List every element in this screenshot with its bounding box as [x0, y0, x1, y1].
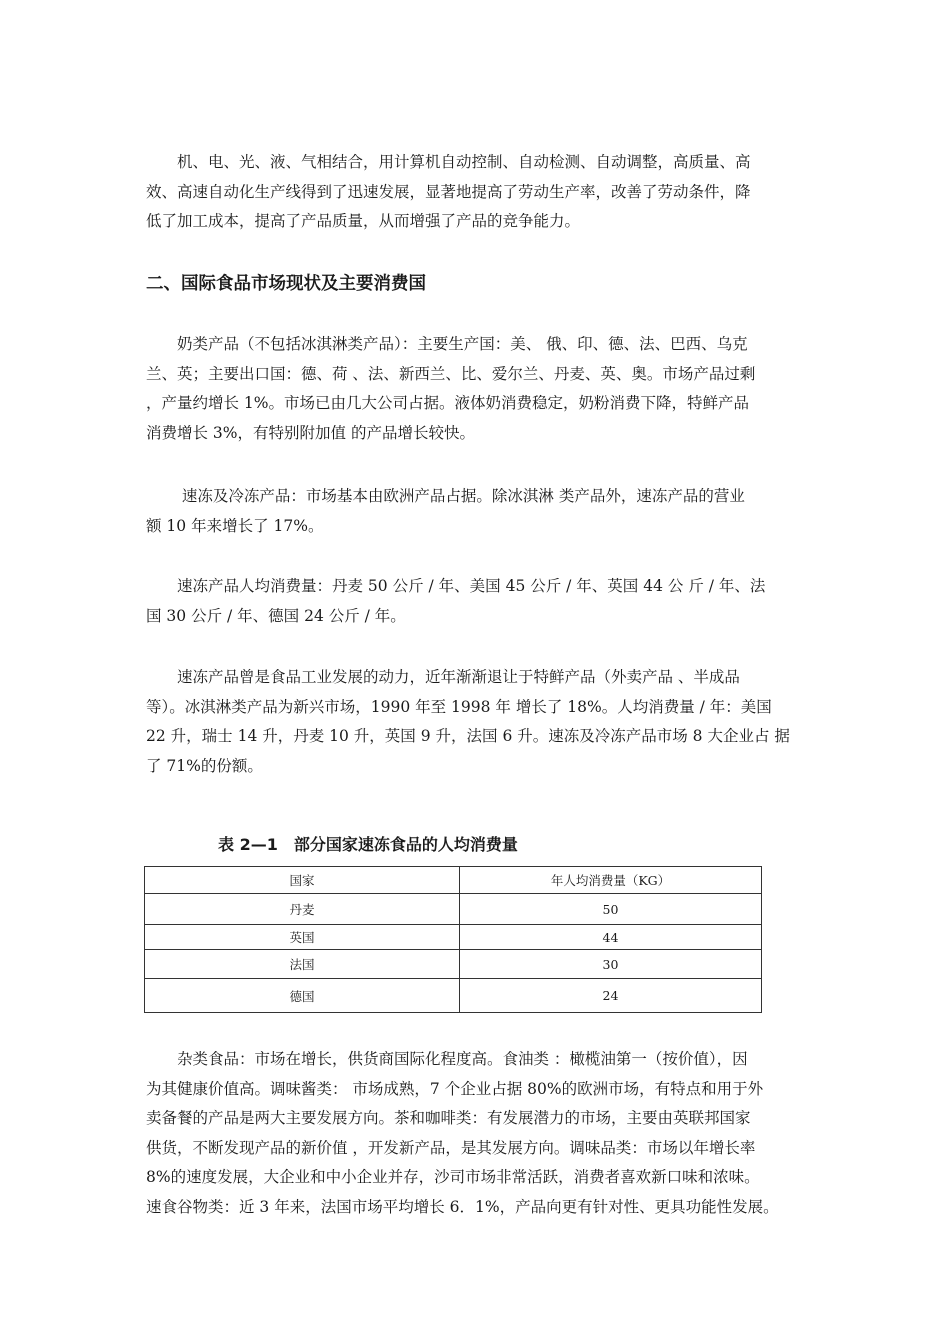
table-row [145, 950, 762, 979]
header-country: 国家 [145, 867, 460, 894]
text-line: 供货，不断发现产品的新价值 ，开发新产品，是其发展方向。调味品类：市场以年增长率 [146, 1138, 756, 1157]
text-line: 了 71%的份额。 [146, 756, 263, 775]
table-row [145, 894, 762, 925]
cell-country: 丹麦 [145, 894, 460, 925]
text-line: 速冻及冷冻产品：市场基本由欧洲产品占据。除冰淇淋 类产品外，速冻产品的营业 [146, 487, 745, 505]
paragraph-icecream [146, 663, 806, 781]
table-header-row [145, 867, 762, 894]
text-line: 奶类产品（不包括冰淇淋类产品）：主要生产国：美、 俄、印、德、法、巴西、乌克 [146, 335, 748, 353]
paragraph-frozen [146, 482, 806, 541]
paragraph-automation [146, 148, 806, 237]
table-row [145, 925, 762, 950]
paragraph-frozen-consumption [146, 572, 806, 631]
table-caption: 表 2—1 部分国家速冻食品的人均消费量 [218, 835, 518, 854]
cell-country: 德国 [145, 979, 460, 1013]
text-line: 为其健康价值高。调味酱类： 市场成熟，7 个企业占据 80%的欧洲市场，有特点和用于外 [146, 1079, 764, 1098]
cell-country: 法国 [145, 950, 460, 979]
text-line: 等）。冰淇淋类产品为新兴市场，1990 年至 1998 年 增长了 18%。人均消费量 / 年：美国 [146, 697, 772, 716]
text-line: 额 10 年来增长了 17%。 [146, 516, 324, 535]
paragraph-dairy [146, 330, 806, 448]
cell-value: 50 [460, 894, 762, 925]
text-line: 消费增长 3%，有特别附加值 的产品增长较快。 [146, 423, 475, 442]
text-line: 机、电、光、液、气相结合，用计算机自动控制、自动检测、自动调整，高质量、高 [146, 153, 751, 171]
text-line: 速冻产品人均消费量：丹麦 50 公斤 / 年、美国 45 公斤 / 年、英国 44 公 斤 / 年、法 [146, 577, 766, 595]
text-line: ，产量约增长 1%。市场已由几大公司占据。液体奶消费稳定，奶粉消费下降，特鲜产品 [146, 394, 750, 412]
consumption-table [144, 866, 762, 1013]
text-line: 8%的速度发展，大企业和中小企业并存，沙司市场非常活跃，消费者喜欢新口味和浓味。 [146, 1168, 760, 1186]
text-line: 杂类食品：市场在增长，供货商国际化程度高。食油类 ：橄榄油第一（按价值），因 [146, 1050, 748, 1068]
paragraph-misc-food [146, 1045, 806, 1222]
table-row [145, 979, 762, 1013]
cell-value: 24 [460, 979, 762, 1013]
text-line: 国 30 公斤 / 年、德国 24 公斤 / 年。 [146, 606, 406, 625]
text-line: 卖备餐的产品是两大主要发展方向。茶和咖啡类：有发展潜力的市场，主要由英联邦国家 [146, 1109, 751, 1127]
text-line: 兰、英；主要出口国：德、荷 、法、新西兰、比、爱尔兰、丹麦、英、奥。市场产品过剩 [146, 364, 756, 383]
header-consumption: 年人均消费量（KG） [460, 867, 762, 894]
section-heading: 二、国际食品市场现状及主要消费国 [146, 274, 426, 294]
cell-value: 44 [460, 925, 762, 950]
text-line: 速食谷物类：近 3 年来，法国市场平均增长 6．1%，产品向更有针对性、更具功能性发展。 [146, 1197, 779, 1216]
text-line: 低了加工成本，提高了产品质量，从而增强了产品的竞争能力。 [146, 212, 581, 230]
text-line: 效、高速自动化生产线得到了迅速发展，显著地提高了劳动生产率，改善了劳动条件，降 [146, 182, 751, 201]
cell-value: 30 [460, 950, 762, 979]
text-line: 速冻产品曾是食品工业发展的动力，近年渐渐退让于特鲜产品（外卖产品 、半成品 [146, 668, 740, 686]
cell-country: 英国 [145, 925, 460, 950]
text-line: 22 升，瑞士 14 升，丹麦 10 升，英国 9 升，法国 6 升。速冻及冷冻产品市场 8 大企业占 据 [146, 727, 790, 745]
